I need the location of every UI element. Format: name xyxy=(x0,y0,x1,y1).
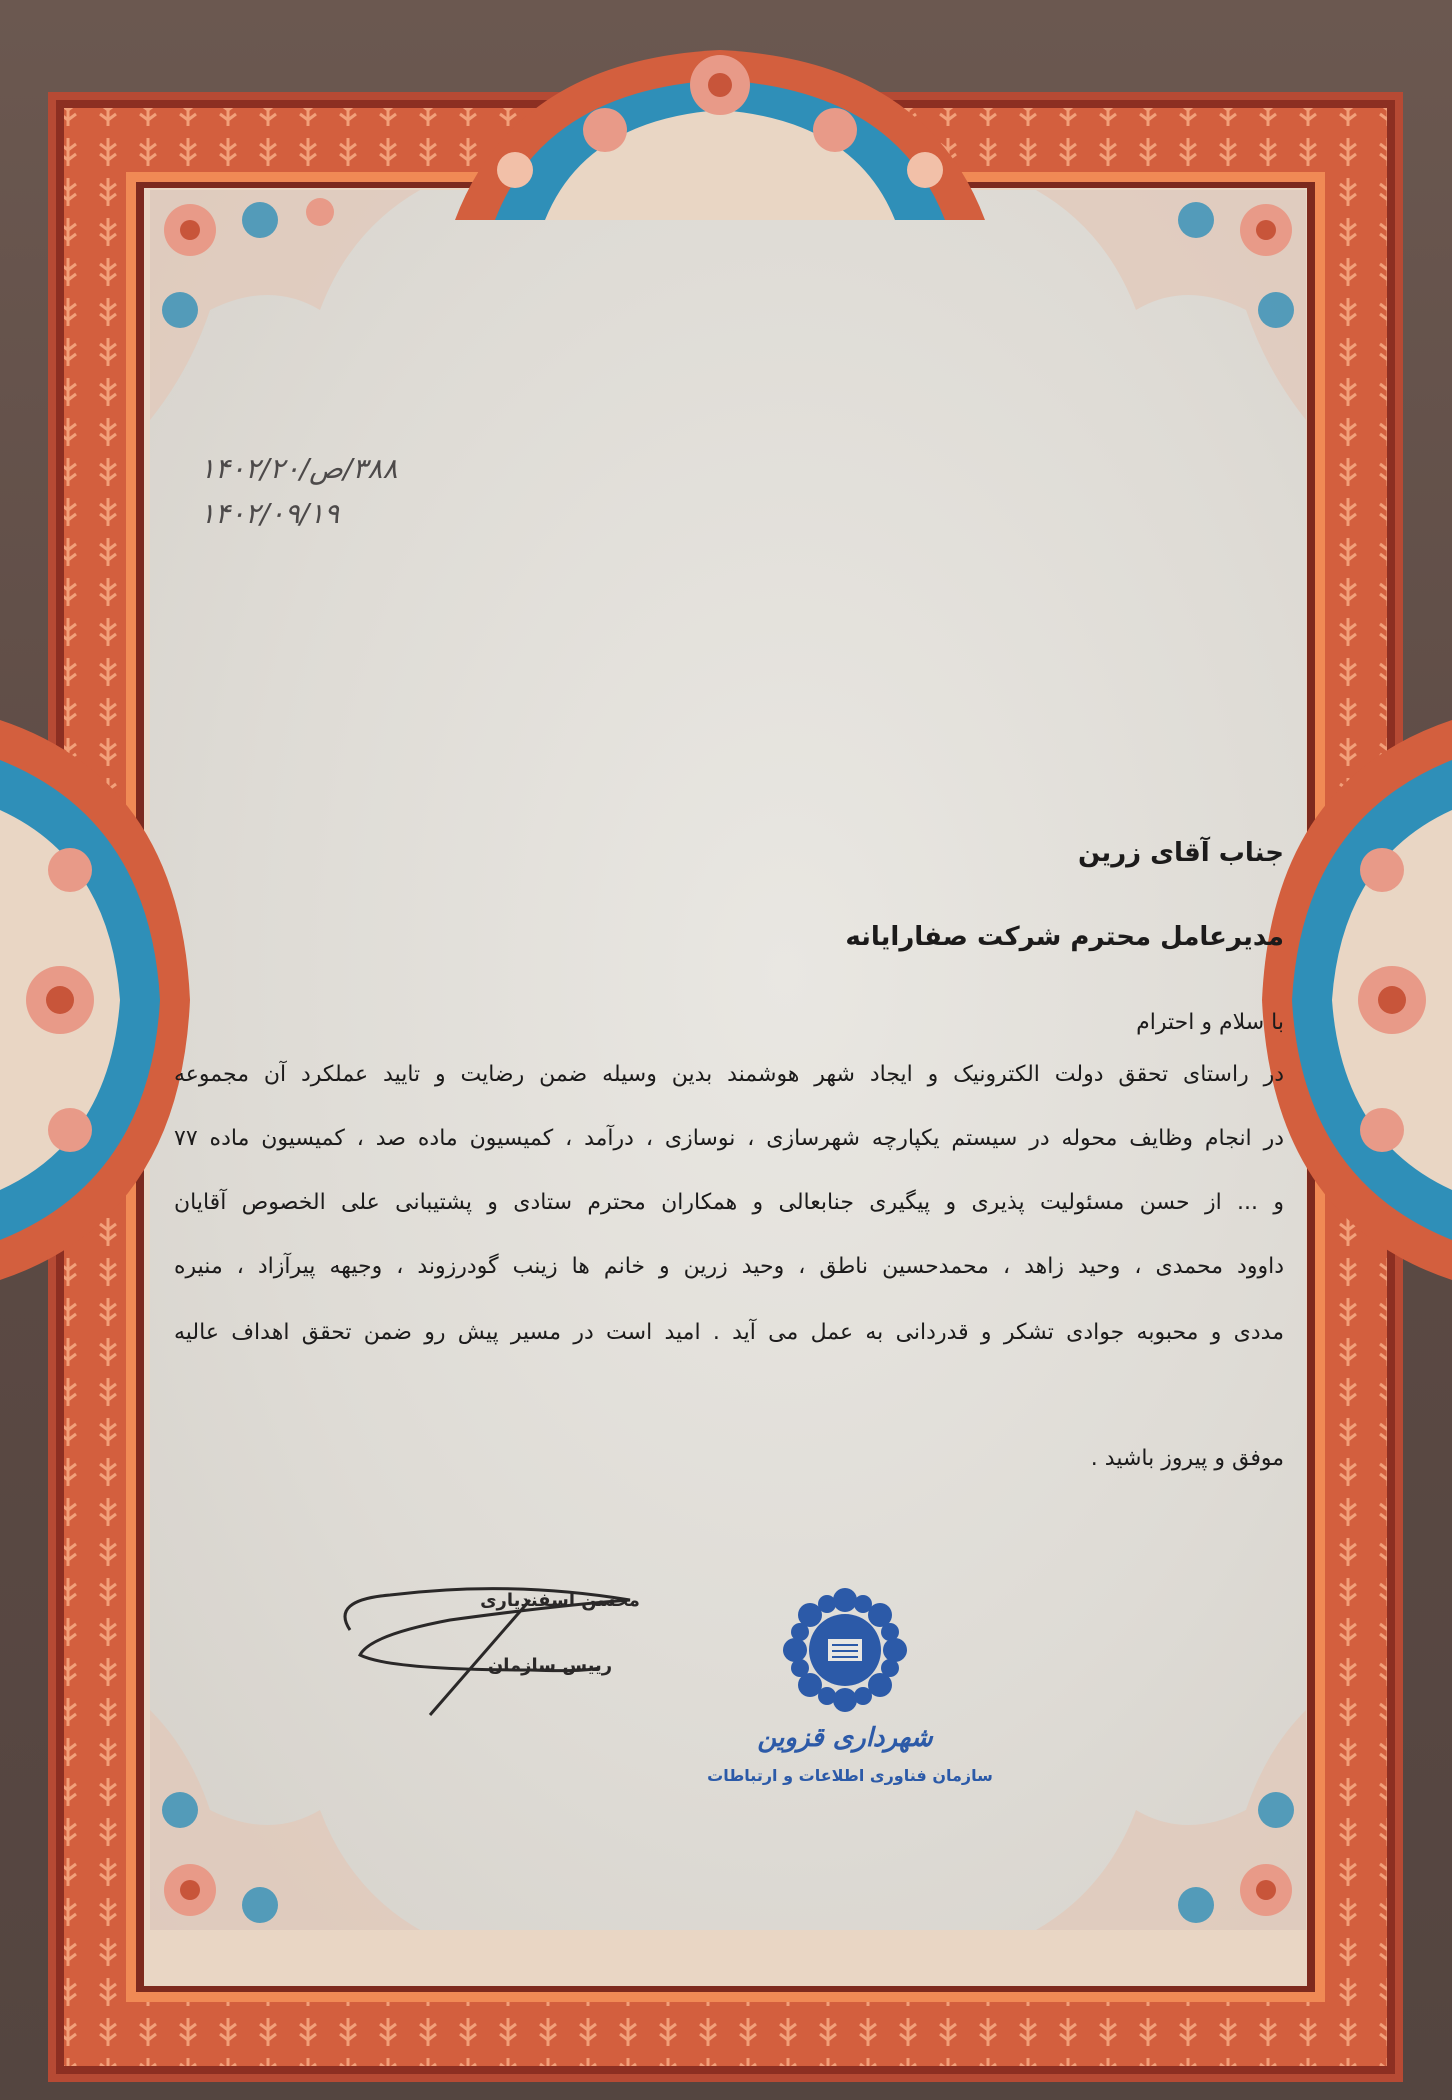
body-line: در راستای تحقق دولت الکترونیک و ایجاد شهر هوشمند بدین وسیله ضمن رضایت و تایید عملکرد آن مجموعه xyxy=(174,1062,1284,1087)
municipality-emblem-icon xyxy=(770,1575,920,1725)
body-line: در انجام وظایف محوله در سیستم یکپارچه شهرسازی ، نوسازی ، درآمد ، کمیسیون ماده صد ، کمیسیون ماده ۷۷ xyxy=(174,1126,1284,1151)
floral-medallion-left-icon xyxy=(0,720,190,1280)
floral-medallion-right-icon xyxy=(1262,720,1452,1280)
floral-medallion-top-icon xyxy=(455,40,985,220)
letter-date: ۱۴۰۲/۰۹/۱۹ xyxy=(200,497,340,530)
organization-subtitle: سازمان فناوری اطلاعات و ارتباطات xyxy=(707,1766,993,1785)
body-line: داوود محمدی ، وحید زاهد ، محمدحسین ناطق ، وحید زرین و خانم ها زینب گودرزوند ، وجیهه پیرآزاد ، منیره xyxy=(174,1254,1284,1279)
recipient-title: مدیرعامل محترم شرکت صفارایانه xyxy=(845,922,1284,952)
closing-line: موفق و پیروز باشید . xyxy=(1090,1446,1284,1471)
body-line: و ... از حسن مسئولیت پذیری و پیگیری جنابعالی و همکاران محترم ستادی و پشتیبانی علی الخصوص آقایان xyxy=(174,1190,1284,1215)
letter-reference-number: ۳۸۸/ص/۱۴۰۲/۲۰ xyxy=(200,452,398,485)
recipient-name: جناب آقای زرین xyxy=(1078,838,1284,868)
signatory-title: رییس سازمان xyxy=(487,1655,613,1676)
floral-corner-top-left-icon xyxy=(150,190,420,420)
letter-paper xyxy=(150,190,1306,1930)
body-line: مددی و محبوبه جوادی تشکر و قدردانی به عمل می آید . امید است در مسیر پیش رو ضمن تحقق اهداف عالیه xyxy=(174,1320,1284,1345)
floral-corner-top-right-icon xyxy=(1036,190,1306,420)
handwritten-signature-icon xyxy=(330,1560,650,1720)
floral-corner-bottom-right-icon xyxy=(1036,1710,1306,1930)
organization-name: شهرداری قزوین xyxy=(757,1723,933,1753)
floral-corner-bottom-left-icon xyxy=(150,1710,420,1930)
greeting: با سلام و احترام xyxy=(1136,1010,1284,1035)
signatory-name: محسن اسفندیاری xyxy=(480,1590,640,1611)
